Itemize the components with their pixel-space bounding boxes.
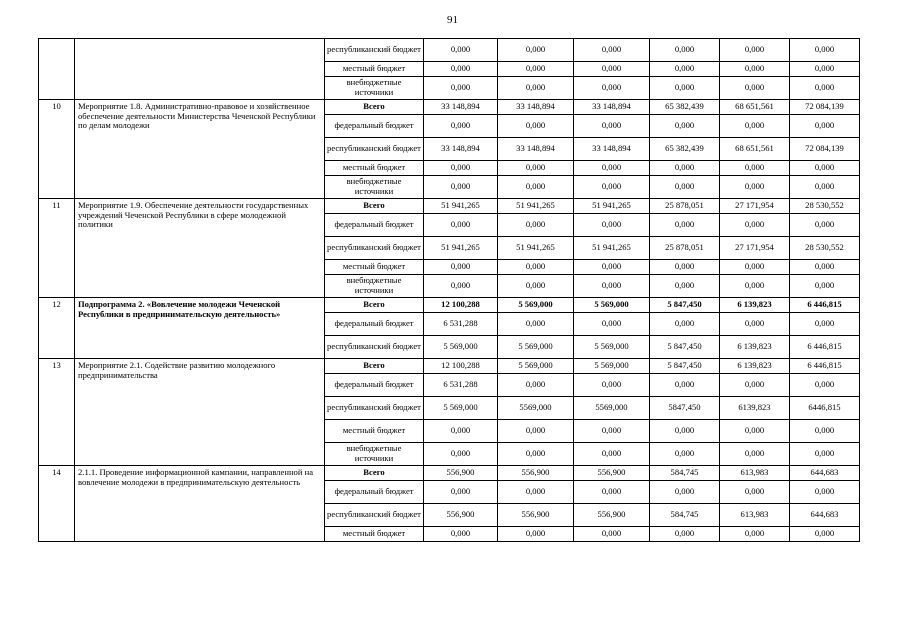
measure-name <box>75 39 325 100</box>
amount-cell: 0,000 <box>720 39 790 62</box>
amount-cell: 27 171,954 <box>720 199 790 214</box>
amount-cell: 0,000 <box>574 260 650 275</box>
amount-cell: 613,983 <box>720 504 790 527</box>
amount-cell: 5569,000 <box>498 397 574 420</box>
amount-cell: 0,000 <box>650 39 720 62</box>
amount-cell: 5 569,000 <box>498 359 574 374</box>
funding-source: Всего <box>325 100 424 115</box>
measure-name: 2.1.1. Проведение информационной кампании, направленной на вовлечение молодежи в предпринимательскую деятельность <box>75 466 325 542</box>
amount-cell: 0,000 <box>424 481 498 504</box>
table-row <box>39 298 860 313</box>
amount-cell: 6 139,823 <box>720 359 790 374</box>
amount-cell: 5 569,000 <box>574 359 650 374</box>
amount-cell: 0,000 <box>498 443 574 466</box>
amount-cell: 0,000 <box>650 214 720 237</box>
amount-cell: 51 941,265 <box>574 199 650 214</box>
amount-cell: 65 382,439 <box>650 138 720 161</box>
funding-source: федеральный бюджет <box>325 214 424 237</box>
amount-cell: 0,000 <box>720 313 790 336</box>
amount-cell: 0,000 <box>498 374 574 397</box>
amount-cell: 556,900 <box>574 504 650 527</box>
amount-cell: 51 941,265 <box>424 237 498 260</box>
amount-cell: 6 139,823 <box>720 336 790 359</box>
amount-cell: 0,000 <box>650 420 720 443</box>
amount-cell: 0,000 <box>790 115 860 138</box>
amount-cell: 0,000 <box>650 481 720 504</box>
amount-cell: 6 139,823 <box>720 298 790 313</box>
amount-cell: 0,000 <box>498 313 574 336</box>
amount-cell: 0,000 <box>720 77 790 100</box>
amount-cell: 0,000 <box>424 39 498 62</box>
funding-source: внебюджетные источники <box>325 275 424 298</box>
amount-cell: 33 148,894 <box>498 100 574 115</box>
amount-cell: 0,000 <box>574 39 650 62</box>
amount-cell: 5847,450 <box>650 397 720 420</box>
amount-cell: 51 941,265 <box>574 237 650 260</box>
amount-cell: 556,900 <box>574 466 650 481</box>
amount-cell: 0,000 <box>424 176 498 199</box>
amount-cell: 0,000 <box>424 420 498 443</box>
row-number: 11 <box>39 199 75 298</box>
amount-cell: 6 531,288 <box>424 313 498 336</box>
funding-source: местный бюджет <box>325 62 424 77</box>
funding-source: республиканский бюджет <box>325 138 424 161</box>
amount-cell: 72 084,139 <box>790 100 860 115</box>
amount-cell: 0,000 <box>424 115 498 138</box>
amount-cell: 0,000 <box>720 443 790 466</box>
table-row <box>39 359 860 374</box>
amount-cell: 0,000 <box>720 374 790 397</box>
amount-cell: 0,000 <box>498 527 574 542</box>
amount-cell: 0,000 <box>498 176 574 199</box>
amount-cell: 0,000 <box>574 527 650 542</box>
amount-cell: 5569,000 <box>574 397 650 420</box>
amount-cell: 6 446,815 <box>790 336 860 359</box>
funding-source: Всего <box>325 359 424 374</box>
amount-cell: 0,000 <box>574 62 650 77</box>
measure-name: Подпрограмма 2. «Вовлечение молодежи Чеченской Республики в предпринимательскую деятельность» <box>75 298 325 359</box>
amount-cell: 0,000 <box>424 161 498 176</box>
amount-cell: 68 651,561 <box>720 100 790 115</box>
amount-cell: 0,000 <box>574 313 650 336</box>
table-row <box>39 100 860 115</box>
amount-cell: 0,000 <box>720 115 790 138</box>
amount-cell: 0,000 <box>574 275 650 298</box>
amount-cell: 12 100,288 <box>424 359 498 374</box>
amount-cell: 0,000 <box>790 161 860 176</box>
amount-cell: 33 148,894 <box>424 138 498 161</box>
amount-cell: 5 569,000 <box>498 336 574 359</box>
amount-cell: 0,000 <box>790 214 860 237</box>
amount-cell: 33 148,894 <box>574 100 650 115</box>
amount-cell: 0,000 <box>498 115 574 138</box>
amount-cell: 28 530,552 <box>790 199 860 214</box>
table-row <box>39 39 860 62</box>
amount-cell: 6446,815 <box>790 397 860 420</box>
amount-cell: 0,000 <box>498 39 574 62</box>
funding-source: внебюджетные источники <box>325 443 424 466</box>
amount-cell: 0,000 <box>574 161 650 176</box>
funding-source: Всего <box>325 298 424 313</box>
amount-cell: 51 941,265 <box>498 237 574 260</box>
funding-source: федеральный бюджет <box>325 313 424 336</box>
amount-cell: 0,000 <box>650 374 720 397</box>
amount-cell: 33 148,894 <box>498 138 574 161</box>
amount-cell: 0,000 <box>498 481 574 504</box>
amount-cell: 25 878,051 <box>650 237 720 260</box>
amount-cell: 12 100,288 <box>424 298 498 313</box>
amount-cell: 644,683 <box>790 466 860 481</box>
amount-cell: 0,000 <box>720 275 790 298</box>
budget-table <box>38 38 860 542</box>
amount-cell: 0,000 <box>424 260 498 275</box>
amount-cell: 5 569,000 <box>424 336 498 359</box>
funding-source: республиканский бюджет <box>325 237 424 260</box>
amount-cell: 0,000 <box>574 443 650 466</box>
amount-cell: 51 941,265 <box>498 199 574 214</box>
funding-source: местный бюджет <box>325 527 424 542</box>
funding-source: внебюджетные источники <box>325 176 424 199</box>
row-number: 14 <box>39 466 75 542</box>
funding-source: местный бюджет <box>325 161 424 176</box>
amount-cell: 0,000 <box>424 527 498 542</box>
amount-cell: 556,900 <box>498 504 574 527</box>
amount-cell: 5 569,000 <box>574 336 650 359</box>
funding-source: республиканский бюджет <box>325 336 424 359</box>
funding-source: Всего <box>325 199 424 214</box>
amount-cell: 0,000 <box>424 443 498 466</box>
table-row <box>39 466 860 481</box>
measure-name: Мероприятие 2.1. Содействие развитию молодежного предпринимательства <box>75 359 325 466</box>
amount-cell: 5 847,450 <box>650 298 720 313</box>
amount-cell: 0,000 <box>790 313 860 336</box>
amount-cell: 0,000 <box>498 420 574 443</box>
amount-cell: 0,000 <box>720 420 790 443</box>
amount-cell: 0,000 <box>574 115 650 138</box>
amount-cell: 0,000 <box>498 62 574 77</box>
amount-cell: 556,900 <box>498 466 574 481</box>
amount-cell: 0,000 <box>498 214 574 237</box>
amount-cell: 0,000 <box>424 62 498 77</box>
funding-source: федеральный бюджет <box>325 481 424 504</box>
amount-cell: 556,900 <box>424 466 498 481</box>
amount-cell: 0,000 <box>650 313 720 336</box>
amount-cell: 613,983 <box>720 466 790 481</box>
funding-source: федеральный бюджет <box>325 115 424 138</box>
amount-cell: 0,000 <box>424 77 498 100</box>
funding-source: республиканский бюджет <box>325 397 424 420</box>
amount-cell: 33 148,894 <box>424 100 498 115</box>
amount-cell: 0,000 <box>498 161 574 176</box>
amount-cell: 0,000 <box>424 275 498 298</box>
amount-cell: 0,000 <box>650 275 720 298</box>
amount-cell: 0,000 <box>720 481 790 504</box>
measure-name: Мероприятие 1.9. Обеспечение деятельности государственных учреждений Чеченской Республики в сфере молодежной политики <box>75 199 325 298</box>
amount-cell: 72 084,139 <box>790 138 860 161</box>
amount-cell: 0,000 <box>574 481 650 504</box>
amount-cell: 0,000 <box>574 214 650 237</box>
amount-cell: 5 847,450 <box>650 359 720 374</box>
amount-cell: 0,000 <box>720 176 790 199</box>
funding-source: федеральный бюджет <box>325 374 424 397</box>
amount-cell: 0,000 <box>650 115 720 138</box>
row-number: 10 <box>39 100 75 199</box>
amount-cell: 33 148,894 <box>574 138 650 161</box>
amount-cell: 0,000 <box>574 77 650 100</box>
amount-cell: 0,000 <box>720 214 790 237</box>
amount-cell: 644,683 <box>790 504 860 527</box>
row-number: 12 <box>39 298 75 359</box>
row-number: 13 <box>39 359 75 466</box>
amount-cell: 0,000 <box>650 77 720 100</box>
funding-source: внебюджетные источники <box>325 77 424 100</box>
amount-cell: 65 382,439 <box>650 100 720 115</box>
table-row <box>39 199 860 214</box>
amount-cell: 556,900 <box>424 504 498 527</box>
amount-cell: 27 171,954 <box>720 237 790 260</box>
amount-cell: 584,745 <box>650 466 720 481</box>
amount-cell: 0,000 <box>720 161 790 176</box>
amount-cell: 51 941,265 <box>424 199 498 214</box>
amount-cell: 5 569,000 <box>498 298 574 313</box>
amount-cell: 0,000 <box>720 62 790 77</box>
amount-cell: 6 531,288 <box>424 374 498 397</box>
amount-cell: 0,000 <box>574 374 650 397</box>
funding-source: Всего <box>325 466 424 481</box>
amount-cell: 584,745 <box>650 504 720 527</box>
amount-cell: 0,000 <box>790 374 860 397</box>
amount-cell: 68 651,561 <box>720 138 790 161</box>
amount-cell: 6 446,815 <box>790 298 860 313</box>
amount-cell: 0,000 <box>790 527 860 542</box>
amount-cell: 0,000 <box>650 161 720 176</box>
amount-cell: 0,000 <box>790 176 860 199</box>
amount-cell: 0,000 <box>720 260 790 275</box>
amount-cell: 0,000 <box>498 260 574 275</box>
amount-cell: 0,000 <box>790 77 860 100</box>
amount-cell: 0,000 <box>790 260 860 275</box>
amount-cell: 6139,823 <box>720 397 790 420</box>
amount-cell: 0,000 <box>424 214 498 237</box>
amount-cell: 0,000 <box>650 260 720 275</box>
amount-cell: 0,000 <box>720 527 790 542</box>
amount-cell: 0,000 <box>650 176 720 199</box>
amount-cell: 0,000 <box>650 443 720 466</box>
page-number: 91 <box>447 14 458 26</box>
amount-cell: 0,000 <box>790 39 860 62</box>
funding-source: республиканский бюджет <box>325 504 424 527</box>
funding-source: местный бюджет <box>325 260 424 275</box>
amount-cell: 5 847,450 <box>650 336 720 359</box>
amount-cell: 5 569,000 <box>574 298 650 313</box>
amount-cell: 0,000 <box>574 176 650 199</box>
amount-cell: 0,000 <box>498 77 574 100</box>
amount-cell: 0,000 <box>790 443 860 466</box>
funding-source: республиканский бюджет <box>325 39 424 62</box>
amount-cell: 0,000 <box>498 275 574 298</box>
amount-cell: 5 569,000 <box>424 397 498 420</box>
amount-cell: 6 446,815 <box>790 359 860 374</box>
amount-cell: 28 530,552 <box>790 237 860 260</box>
amount-cell: 25 878,051 <box>650 199 720 214</box>
amount-cell: 0,000 <box>574 420 650 443</box>
row-number <box>39 39 75 100</box>
measure-name: Мероприятие 1.8. Административно-правовое и хозяйственное обеспечение деятельности Министерства Чеченской Республики по делам молодежи <box>75 100 325 199</box>
amount-cell: 0,000 <box>650 62 720 77</box>
funding-source: местный бюджет <box>325 420 424 443</box>
amount-cell: 0,000 <box>790 275 860 298</box>
amount-cell: 0,000 <box>790 62 860 77</box>
amount-cell: 0,000 <box>650 527 720 542</box>
amount-cell: 0,000 <box>790 481 860 504</box>
amount-cell: 0,000 <box>790 420 860 443</box>
